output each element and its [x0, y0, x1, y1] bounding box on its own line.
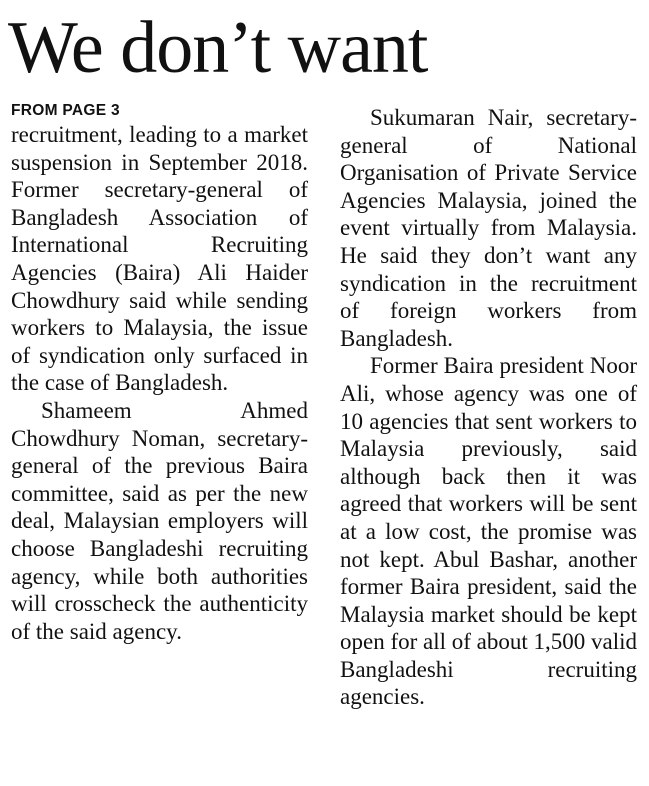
article-column-left — [11, 102, 308, 645]
paragraph-nair-quote: Sukumaran Nair, secretary-general of National Organisation of Private Service Agencies Malaysia, joined the event virtually from Malaysia. He said they don’t want any syndication in the recruitment of foreign workers from Bangladesh. — [340, 105, 637, 351]
paragraph-continued: recruitment, leading to a market suspension in September 2018. Former secretary-general of Bangladesh Association of International Recruiting Agencies (Baira) Ali Haider Chowdhury said while sending workers to Malaysia, the issue of syndication only surfaced in the case of Bangladesh. — [11, 122, 308, 396]
article-column-right — [340, 104, 637, 711]
jump-label: FROM PAGE 3 — [11, 102, 120, 119]
headline: We don’t want — [8, 7, 428, 89]
paragraph-former-presidents: Former Baira president Noor Ali, whose agency was one of 10 agencies that sent workers to Malaysia previously, said although back then it was agreed that workers will be sent at a low cost, the promise was not kept. Abul Bashar, another former Baira president, said the Malaysia market should be kept open for all of about 1,500 valid Bangladeshi recruiting agencies. — [340, 353, 638, 710]
paragraph-noman-quote: Shameem Ahmed Chowdhury Noman, secretary-general of the previous Baira committee, said as per the new deal, Malaysian employers will choose Bangladeshi recruiting agency, while both authorities will crosscheck the authenticity of the said agency. — [11, 397, 308, 644]
